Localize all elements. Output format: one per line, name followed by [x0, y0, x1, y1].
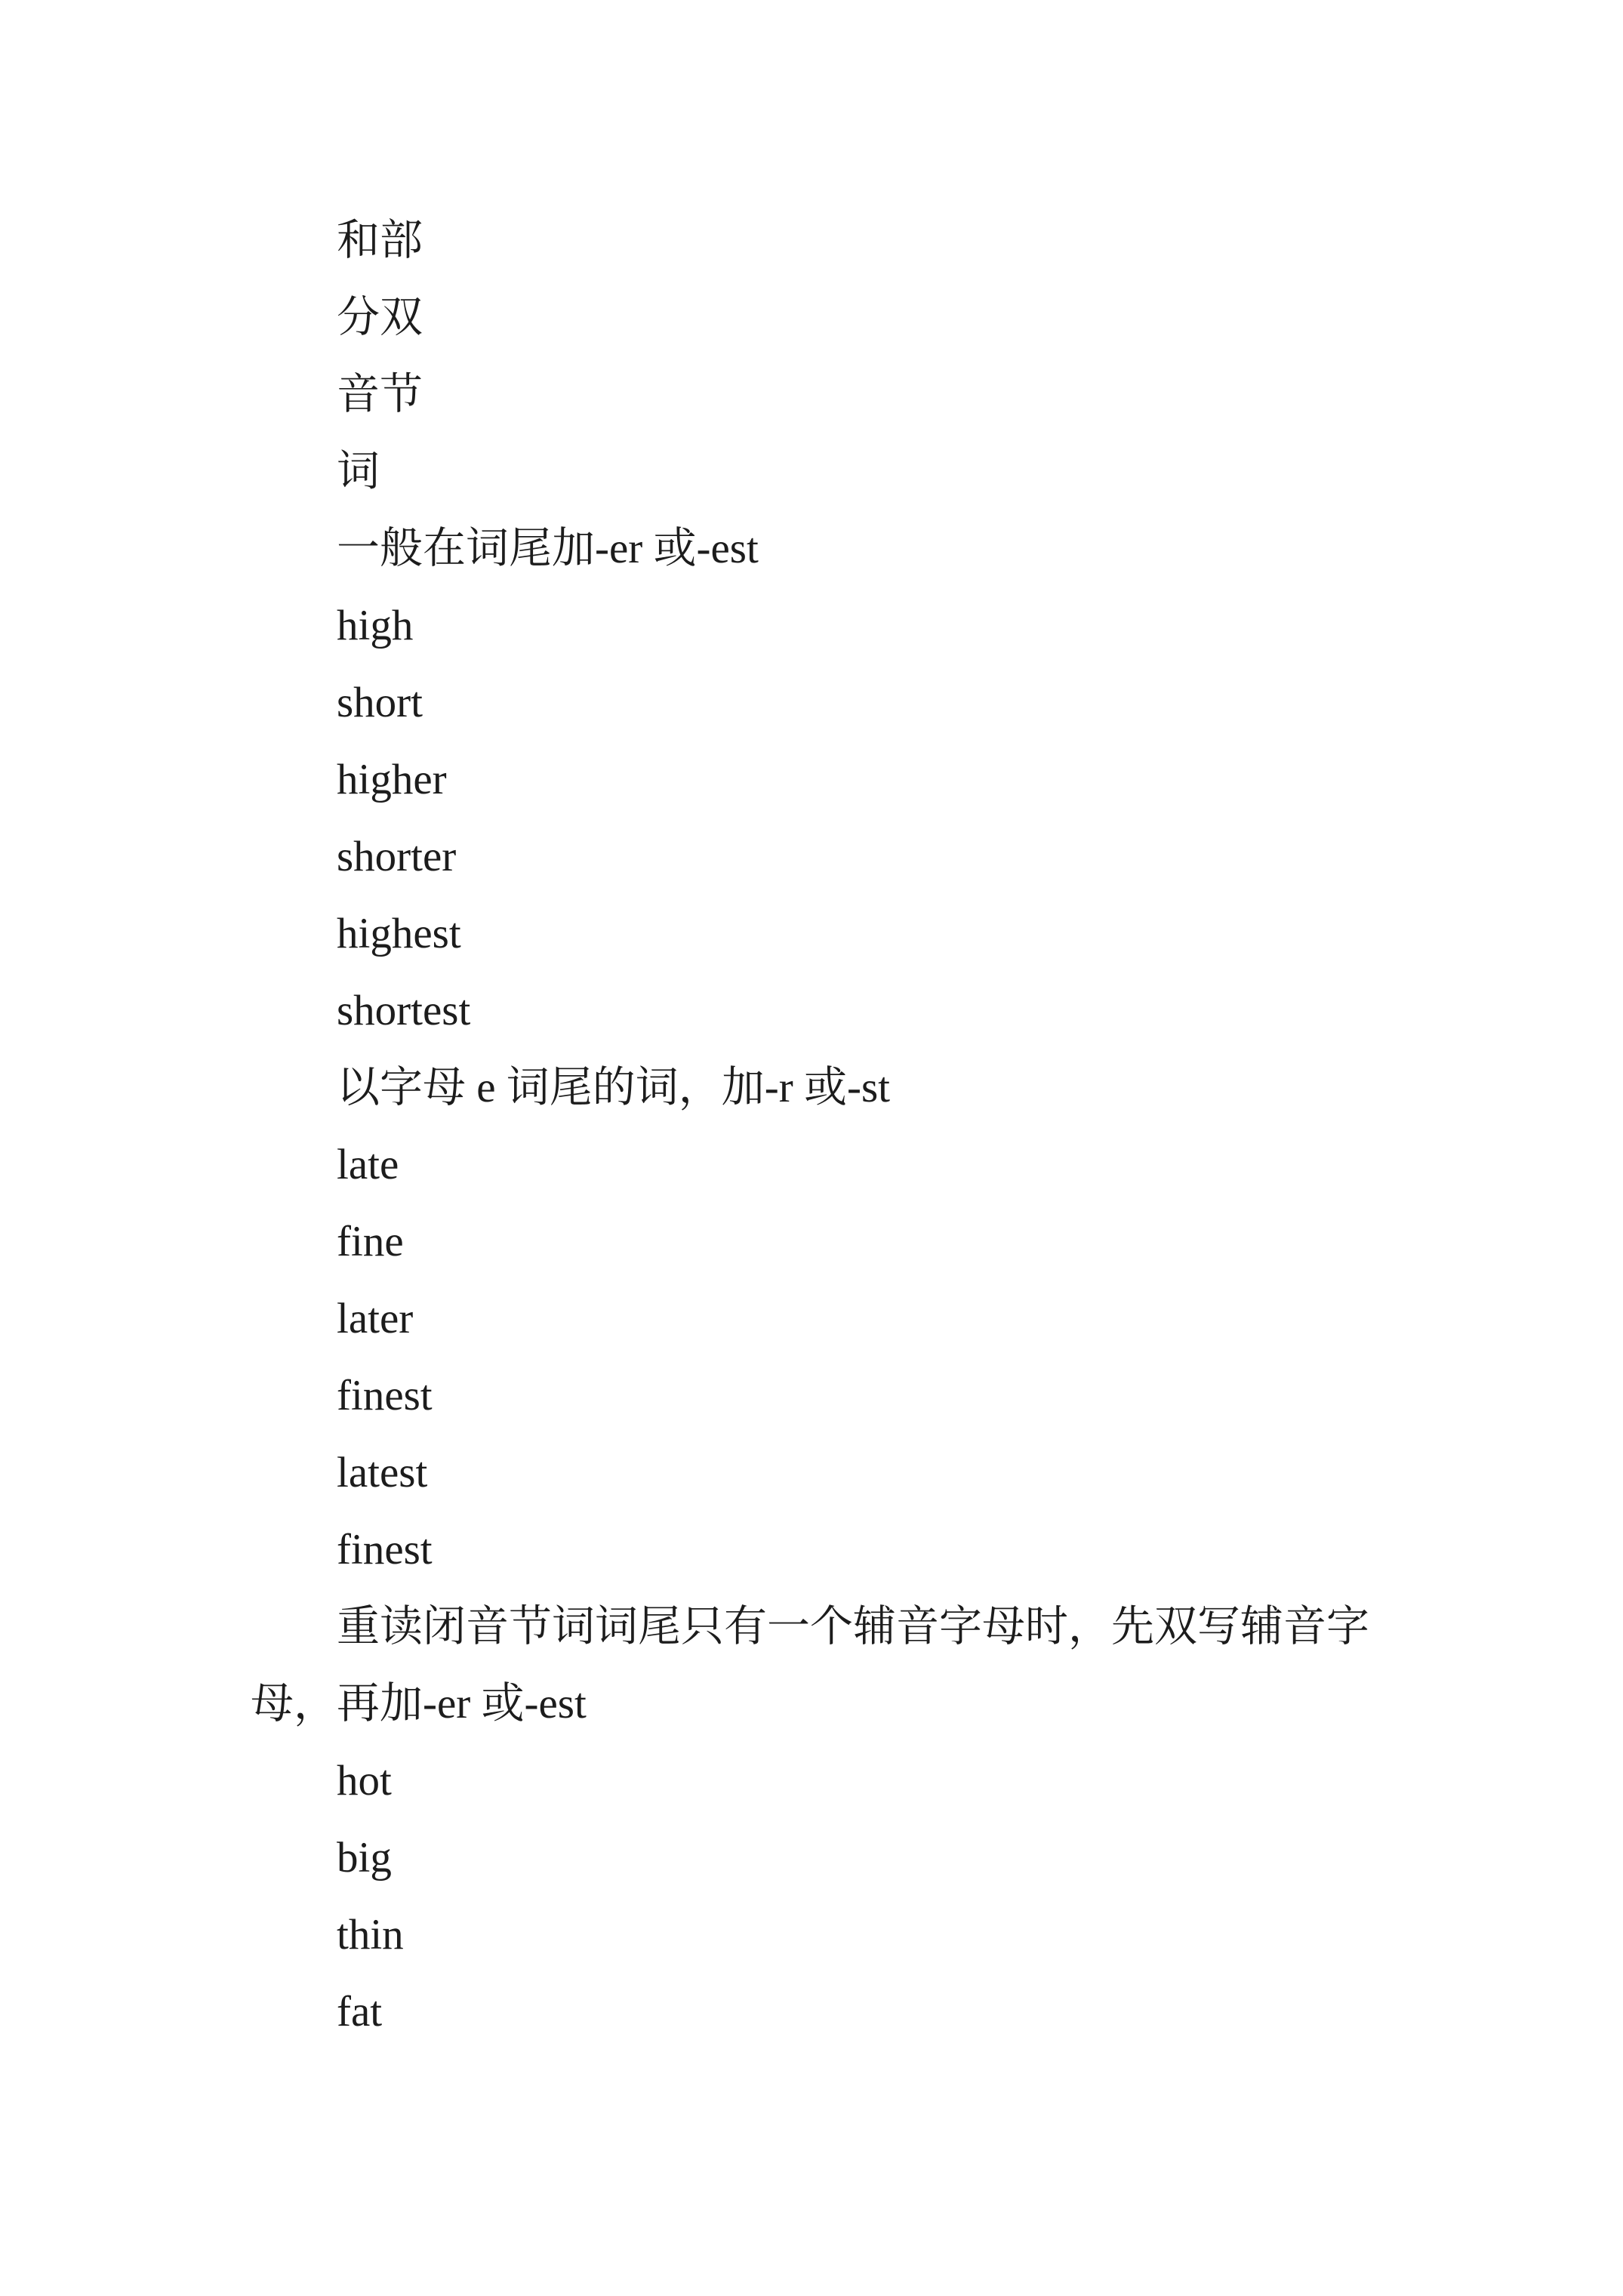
document-body [251, 202, 1375, 2051]
example-word: short [337, 679, 423, 726]
example-word: later [337, 1295, 414, 1342]
category-label: 词 [337, 448, 380, 495]
example-word: highest [337, 910, 461, 957]
example-word: finest [337, 1526, 433, 1573]
example-word: fine [337, 1218, 404, 1265]
category-label: 音节 [337, 371, 423, 418]
example-word: thin [337, 1911, 404, 1959]
category-label: 和部 [337, 217, 423, 264]
example-word: higher [337, 756, 447, 803]
rule-text: 重读闭音节词词尾只有一个辅音字母时，先双写辅音字母，再加-er 或-est [251, 1603, 1369, 1727]
category-label: 分双 [337, 294, 423, 341]
example-word: fat [337, 1988, 383, 2036]
example-word: latest [337, 1449, 428, 1496]
example-word: shorter [337, 833, 457, 880]
example-word: late [337, 1141, 399, 1188]
example-word: big [337, 1834, 392, 1881]
rule-text: 以字母 e 词尾的词，加-r 或-st [337, 1064, 891, 1111]
example-word: shortest [337, 987, 471, 1034]
example-word: high [337, 602, 414, 649]
rule-text: 一般在词尾加-er 或-est [337, 525, 759, 572]
example-word: finest [337, 1372, 433, 1419]
example-word: hot [337, 1757, 392, 1804]
